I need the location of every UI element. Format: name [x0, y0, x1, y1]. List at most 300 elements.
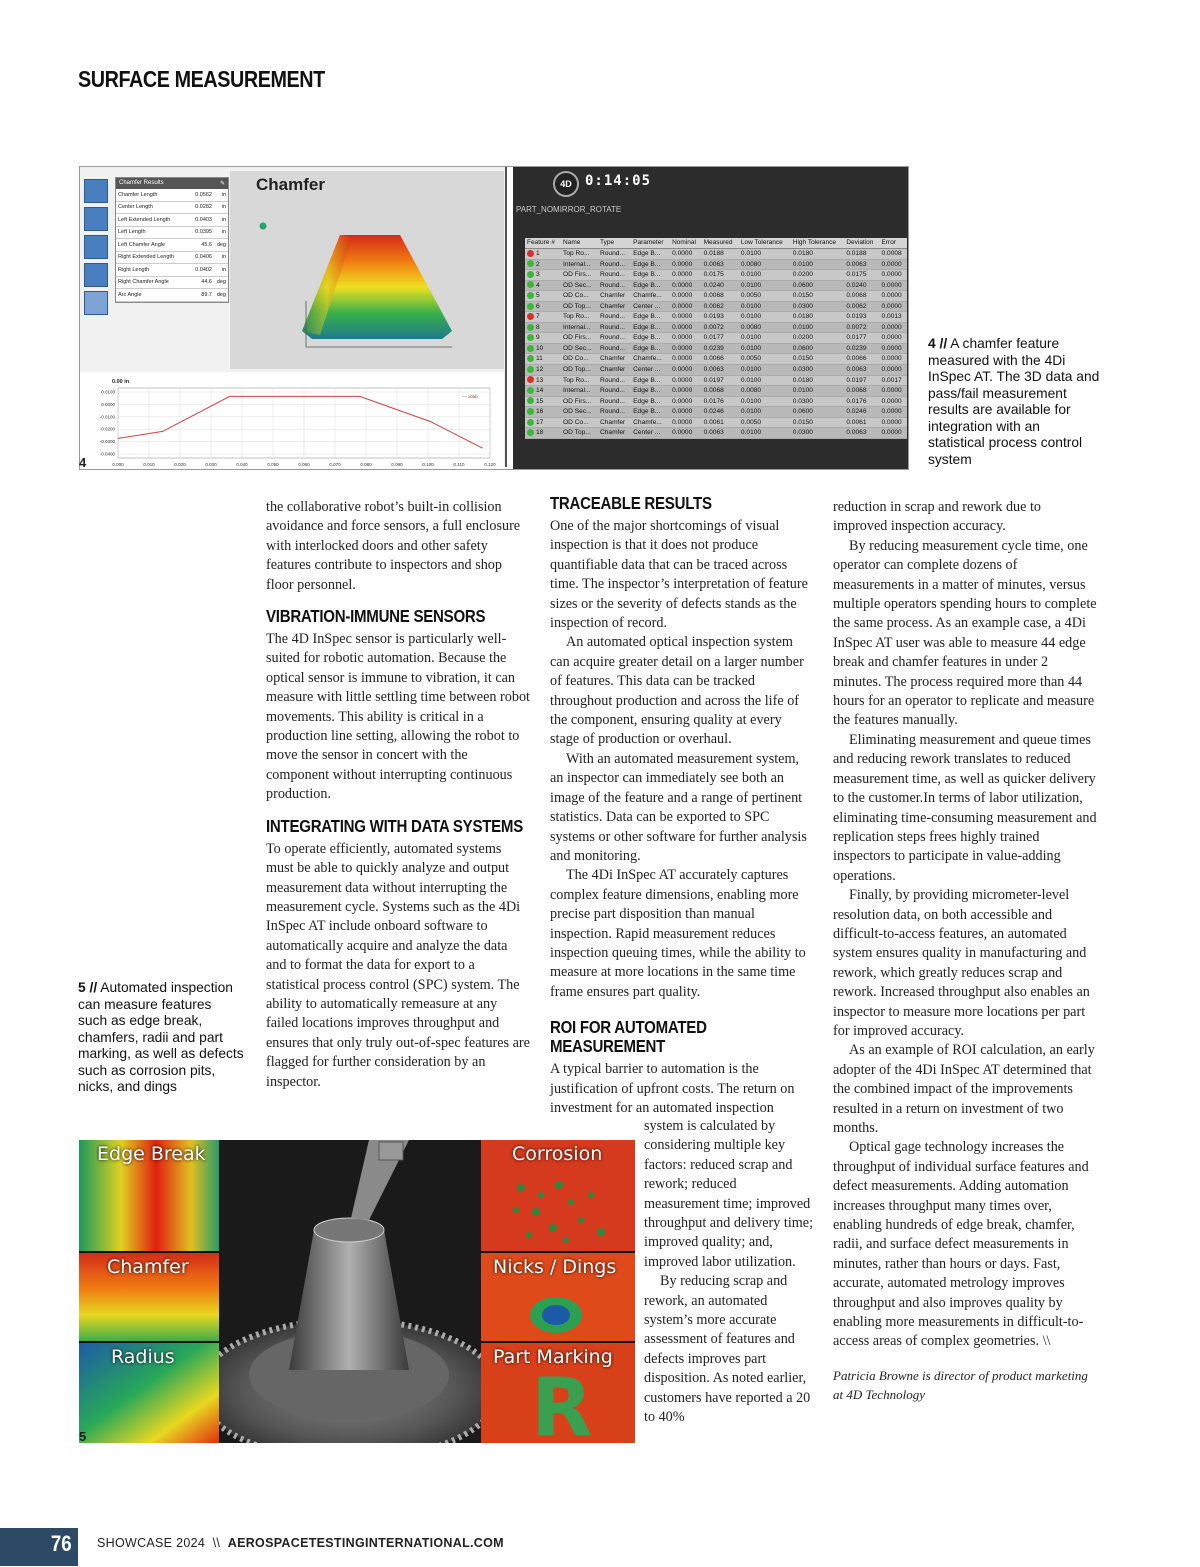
cell-low: 0.0100	[739, 375, 791, 386]
cell-type: Round...	[598, 270, 631, 281]
cell-measured: 0.0068	[702, 386, 739, 397]
3d-viewport[interactable]	[230, 171, 504, 369]
caption-4-num: 4 //	[928, 336, 948, 351]
col2-paragraph-5b: system is calculated by considering multiple key factors: reduced scrap and rework; reduced measurement time; improved throughput and delivery time; improved quality; and, improved labor utilization.	[644, 1118, 814, 1270]
cell-type: Round...	[598, 322, 631, 333]
feature-id: 11	[536, 355, 543, 363]
feature-id: 14	[536, 387, 544, 395]
cross-tool-icon[interactable]	[84, 263, 108, 287]
cell-name: Internal...	[561, 259, 598, 270]
cell-type: Round...	[598, 280, 631, 291]
measurement-table	[525, 238, 907, 439]
surface-tool-icon[interactable]	[84, 235, 108, 259]
feature-id-cell	[525, 428, 561, 439]
column-header[interactable]: Nominal	[670, 238, 702, 249]
y-tick-label: -0.0100	[99, 414, 115, 420]
cell-type: Chamfer	[598, 354, 631, 365]
cell-type: Chamfer	[598, 291, 631, 302]
results-title: Chamfer Results	[119, 180, 164, 186]
cell-err: 0.0000	[880, 365, 907, 376]
pass-status-icon	[527, 324, 534, 331]
cell-measured: 0.0197	[702, 375, 739, 386]
cell-err: 0.0000	[880, 343, 907, 354]
cell-name: OD Firs...	[561, 270, 598, 281]
figure-4-caption	[928, 336, 1100, 468]
4d-logo-icon: 4D	[553, 171, 579, 197]
results-row	[116, 214, 228, 227]
results-unit: in	[221, 191, 226, 198]
cell-type: Round...	[598, 396, 631, 407]
results-value: 0.0403	[195, 216, 212, 223]
figure-4-number: 4	[79, 455, 87, 470]
section-header: SURFACE MEASUREMENT	[78, 66, 325, 92]
inspec-results-pane	[513, 167, 908, 469]
results-row	[116, 289, 228, 302]
chamfer-results-panel	[115, 177, 229, 303]
cell-param: Center ...	[631, 365, 670, 376]
column-header[interactable]: High Tolerance	[791, 238, 845, 249]
column-header[interactable]: Measured	[702, 238, 739, 249]
pass-status-icon	[527, 260, 534, 267]
cell-high: 0.0300	[791, 365, 845, 376]
fail-status-icon	[527, 250, 534, 257]
elapsed-clock: 0:14:05	[585, 173, 652, 189]
table-row[interactable]	[525, 280, 907, 291]
heading-traceable: TRACEABLE RESULTS	[550, 493, 712, 513]
cell-high: 0.0600	[791, 343, 845, 354]
feature-id-cell	[525, 354, 561, 365]
cell-low: 0.0100	[739, 365, 791, 376]
profile-chart	[80, 372, 504, 467]
cell-type: Round...	[598, 259, 631, 270]
cell-nominal: 0.0000	[670, 322, 702, 333]
footer-separator: \\	[212, 1536, 221, 1550]
col2-paragraph-6: By reducing scrap and rework, an automated system’s more accurate assessment of features and defects improves part disposition. As noted earlier, customers have reported a 20 to 40%	[644, 1273, 811, 1426]
cell-measured: 0.0063	[702, 365, 739, 376]
fail-status-icon	[527, 313, 534, 320]
feature-id: 6	[536, 302, 540, 310]
viewport-title: Chamfer	[256, 175, 325, 194]
cell-low: 0.0080	[739, 259, 791, 270]
defect-scan-tiles-right	[481, 1140, 635, 1443]
cell-nominal: 0.0000	[670, 354, 702, 365]
table-row[interactable]	[525, 386, 907, 397]
pass-status-icon	[527, 271, 534, 278]
cell-param: Center ...	[631, 301, 670, 312]
y-tick-label: -0.0400	[99, 451, 115, 457]
cell-measured: 0.0176	[702, 396, 739, 407]
feature-id: 2	[536, 260, 540, 268]
caption-5-text: Automated inspection can measure features such as edge break, chamfers, radii and part marking, as well as defects such as corrosion pits, nicks, and dings	[78, 980, 244, 1094]
cell-nominal: 0.0000	[670, 386, 702, 397]
cell-name: OD Co...	[561, 417, 598, 428]
cell-nominal: 0.0000	[670, 259, 702, 270]
results-value: 0.0395	[195, 229, 212, 236]
grid-tool-icon[interactable]	[84, 179, 108, 203]
cell-nominal: 0.0000	[670, 428, 702, 439]
column-header[interactable]: Type	[598, 238, 631, 249]
x-tick-label: 0.110	[453, 462, 465, 467]
cell-measured: 0.0193	[702, 312, 739, 323]
x-tick-label: 0.000	[112, 462, 124, 467]
cell-low: 0.0050	[739, 354, 791, 365]
column-3	[833, 498, 1097, 1404]
feature-id: 4	[536, 281, 540, 289]
cell-low: 0.0080	[739, 322, 791, 333]
profile-chart-panel	[80, 372, 504, 467]
feature-id-cell	[525, 375, 561, 386]
figure-4	[79, 166, 909, 470]
y-tick-label: 0.0100	[101, 389, 115, 395]
figure-5	[79, 1140, 635, 1443]
feature-id-cell	[525, 365, 561, 376]
cell-type: Chamfer	[598, 365, 631, 376]
col2-paragraph-2: An automated optical inspection system can acquire greater detail on a larger number of features. This data can be tracked throughout production and across the life of the component, ensuring quality at every stage of production or overhaul.	[550, 634, 804, 748]
cell-nominal: 0.0000	[670, 407, 702, 418]
results-value: 0.0562	[195, 191, 212, 198]
feature-id-cell	[525, 280, 561, 291]
table-row[interactable]	[525, 428, 907, 439]
x-tick-label: 0.080	[360, 462, 372, 467]
cell-low: 0.0100	[739, 312, 791, 323]
feature-id: 7	[536, 313, 540, 321]
cell-low: 0.0100	[739, 428, 791, 439]
cell-param: Center ...	[631, 428, 670, 439]
table-row[interactable]	[525, 407, 907, 418]
pass-status-icon	[527, 429, 534, 436]
results-value: 44.6	[201, 279, 212, 286]
cell-dev: 0.0193	[844, 312, 879, 323]
cell-measured: 0.0061	[702, 417, 739, 428]
column-1	[266, 498, 530, 1092]
table-row[interactable]	[525, 354, 907, 365]
cell-nominal: 0.0000	[670, 312, 702, 323]
cell-high: 0.0100	[791, 386, 845, 397]
cell-name: OD Top...	[561, 365, 598, 376]
feature-id: 12	[536, 366, 544, 374]
cell-err: 0.0000	[880, 301, 907, 312]
feature-id-cell	[525, 270, 561, 281]
cell-name: Top Ro...	[561, 375, 598, 386]
cell-err: 0.0000	[880, 333, 907, 344]
results-name: Chamfer Length	[118, 191, 158, 198]
layout-tool-icon[interactable]	[84, 207, 108, 231]
cell-dev: 0.0062	[844, 301, 879, 312]
cell-nominal: 0.0000	[670, 333, 702, 344]
cell-param: Edge B...	[631, 259, 670, 270]
footer-issue: SHOWCASE 2024	[97, 1536, 206, 1550]
y-tick-label: -0.0200	[99, 426, 115, 432]
feature-id-cell	[525, 386, 561, 397]
cell-param: Edge B...	[631, 396, 670, 407]
cell-nominal: 0.0000	[670, 343, 702, 354]
feature-id-cell	[525, 333, 561, 344]
feature-id-cell	[525, 249, 561, 260]
figure-5-number: 5	[79, 1429, 87, 1444]
cell-measured: 0.0062	[702, 301, 739, 312]
cell-param: Edge B...	[631, 280, 670, 291]
compressor-part-photo	[219, 1140, 481, 1443]
table-row[interactable]	[525, 365, 907, 376]
cell-dev: 0.0188	[844, 249, 879, 260]
label-radius: Radius	[111, 1346, 175, 1368]
column-header[interactable]: Error	[880, 238, 907, 249]
results-unit: deg	[216, 291, 226, 298]
cell-name: Top Ro...	[561, 249, 598, 260]
cell-high: 0.0150	[791, 417, 845, 428]
heading-vibration: VIBRATION-IMMUNE SENSORS	[266, 606, 486, 627]
feature-id: 1	[536, 250, 540, 258]
table-row[interactable]	[525, 259, 907, 270]
feature-id-cell	[525, 301, 561, 312]
cell-dev: 0.0068	[844, 386, 879, 397]
chart-legend: — 10ab	[462, 394, 478, 399]
cell-measured: 0.0068	[702, 291, 739, 302]
table-row[interactable]	[525, 417, 907, 428]
x-tick-label: 0.020	[174, 462, 186, 467]
cell-high: 0.0180	[791, 375, 845, 386]
cell-measured: 0.0177	[702, 333, 739, 344]
cell-dev: 0.0246	[844, 407, 879, 418]
feature-id-cell	[525, 259, 561, 270]
cell-measured: 0.0175	[702, 270, 739, 281]
results-name: Center Length	[118, 204, 153, 211]
cell-param: Edge B...	[631, 249, 670, 260]
col1-paragraph-1: the collaborative robot’s built-in collision avoidance and force sensors, a full enclosure with interlocked doors and other safety features contribute to inspectors and shop floor personnel.	[266, 499, 521, 593]
cell-name: OD Co...	[561, 291, 598, 302]
cell-nominal: 0.0000	[670, 417, 702, 428]
heading-roi: ROI FOR AUTOMATED MEASUREMENT	[550, 1017, 707, 1057]
pass-status-icon	[527, 355, 534, 362]
results-value: 0.0402	[195, 266, 212, 273]
results-unit: deg	[216, 279, 226, 286]
table-row[interactable]	[525, 291, 907, 302]
feature-id: 18	[536, 429, 544, 437]
cell-param: Edge B...	[631, 343, 670, 354]
pass-status-icon	[527, 303, 534, 310]
column-header[interactable]: Deviation	[844, 238, 879, 249]
feature-id-cell	[525, 417, 561, 428]
cell-type: Chamfer	[598, 417, 631, 428]
table-row[interactable]	[525, 301, 907, 312]
col1-paragraph-3: To operate efficiently, automated systems must be able to quickly analyze and output measurement data without interrupting the measurement cycle. Systems such as the 4Di InSpec AT include onboard software to automatically acquire and analyze the data and to format the data for export to a statistical process control (SPC) system. The ability to automatically remeasure at any failed locations improves throughput and ensures that only truly out-of-spec features are flagged for further consideration by an inspector.	[266, 840, 530, 1090]
feature-id: 17	[536, 418, 544, 426]
table-row[interactable]	[525, 249, 907, 260]
cell-dev: 0.0239	[844, 343, 879, 354]
column-header[interactable]: Name	[561, 238, 598, 249]
cell-err: 0.0000	[880, 270, 907, 281]
table-row[interactable]	[525, 375, 907, 386]
cell-high: 0.0300	[791, 396, 845, 407]
cell-low: 0.0100	[739, 249, 791, 260]
cell-measured: 0.0246	[702, 407, 739, 418]
col3-paragraph-6: Optical gage technology increases the throughput of individual surface features and defect measurements. Adding automation increases throughput many times over, enabling hundreds of edge break, chamfer, radii, and surface defect measurements in minutes, rather than hours or days. Fast, accurate, automated metrology improves throughput and also improves quality by enabling more measurements in difficult-to-access areas of complex geometries. \\	[833, 1139, 1089, 1350]
feature-id-cell	[525, 407, 561, 418]
cell-name: OD Co...	[561, 354, 598, 365]
column-header[interactable]: Low Tolerance	[739, 238, 791, 249]
fail-status-icon	[527, 376, 534, 383]
cell-low: 0.0100	[739, 333, 791, 344]
label-nicks-dings: Nicks / Dings	[493, 1256, 617, 1278]
feature-id-cell	[525, 396, 561, 407]
results-unit: deg	[216, 241, 226, 248]
cell-err: 0.0013	[880, 312, 907, 323]
cell-low: 0.0050	[739, 291, 791, 302]
results-name: Left Extended Length	[118, 216, 171, 223]
footer-site-link[interactable]: AEROSPACETESTINGINTERNATIONAL.COM	[227, 1536, 504, 1550]
column-header[interactable]: Feature #	[525, 238, 561, 249]
cell-name: OD Firs...	[561, 396, 598, 407]
pass-status-icon	[527, 408, 534, 415]
figure-5-caption	[78, 980, 244, 1096]
table-row[interactable]	[525, 322, 907, 333]
table-row[interactable]	[525, 396, 907, 407]
col1-paragraph-2: The 4D InSpec sensor is particularly well-suited for robotic automation. Because the optical sensor is immune to vibration, it can measure with little settling time between robot movements. This ability is critical in a production line setting, allowing the robot to move the sensor in concert with the component without interrupting continuous production.	[266, 631, 530, 803]
pass-status-icon	[527, 397, 534, 404]
tool-column	[84, 179, 112, 319]
edit-icon[interactable]: ✎	[219, 181, 225, 187]
results-row	[116, 252, 228, 265]
feature-id: 13	[536, 376, 544, 384]
cell-name: Top Ro...	[561, 312, 598, 323]
results-value: 0.0282	[195, 204, 212, 211]
cell-high: 0.0600	[791, 407, 845, 418]
results-name: Left Length	[118, 229, 146, 236]
x-tick-label: 0.060	[298, 462, 310, 467]
label-part-marking: Part Marking	[493, 1346, 613, 1368]
cell-param: Edge B...	[631, 322, 670, 333]
pass-status-icon	[527, 366, 534, 373]
feature-id: 3	[536, 271, 540, 279]
feature-id-cell	[525, 291, 561, 302]
cell-err: 0.0000	[880, 396, 907, 407]
results-name: Left Chamfer Angle	[118, 241, 166, 248]
cell-err: 0.0008	[880, 249, 907, 260]
results-row	[116, 264, 228, 277]
feature-scan-tiles-left	[79, 1140, 219, 1443]
cell-nominal: 0.0000	[670, 291, 702, 302]
cell-param: Chamfe...	[631, 417, 670, 428]
pass-status-icon	[527, 419, 534, 426]
cell-type: Round...	[598, 249, 631, 260]
cell-type: Round...	[598, 375, 631, 386]
cell-high: 0.0100	[791, 259, 845, 270]
results-unit: in	[221, 266, 226, 273]
results-row	[116, 227, 228, 240]
table-row[interactable]	[525, 343, 907, 354]
cell-high: 0.0300	[791, 428, 845, 439]
feature-id-cell	[525, 343, 561, 354]
feature-id-cell	[525, 322, 561, 333]
chamfer-app-pane	[80, 167, 507, 467]
table-row[interactable]	[525, 312, 907, 323]
cell-param: Chamfe...	[631, 354, 670, 365]
table-row[interactable]	[525, 333, 907, 344]
cell-measured: 0.0066	[702, 354, 739, 365]
chart-title: 0.00 in	[112, 379, 130, 385]
cell-dev: 0.0061	[844, 417, 879, 428]
table-row[interactable]	[525, 270, 907, 281]
pass-status-icon	[527, 292, 534, 299]
cell-type: Chamfer	[598, 301, 631, 312]
pass-status-icon	[527, 334, 534, 341]
cell-err: 0.0000	[880, 280, 907, 291]
cell-err: 0.0000	[880, 386, 907, 397]
feature-id: 5	[536, 292, 540, 300]
cell-high: 0.0150	[791, 291, 845, 302]
feature-id: 9	[536, 334, 540, 342]
label-chamfer: Chamfer	[107, 1256, 189, 1278]
cell-high: 0.0600	[791, 280, 845, 291]
pass-status-icon	[527, 387, 534, 394]
cell-low: 0.0100	[739, 396, 791, 407]
x-tick-label: 0.030	[205, 462, 217, 467]
feature-id: 10	[536, 344, 544, 352]
cell-measured: 0.0063	[702, 428, 739, 439]
cell-name: Internal...	[561, 322, 598, 333]
cell-measured: 0.0063	[702, 259, 739, 270]
caption-4-text: A chamfer feature measured with the 4Di InSpec AT. The 3D data and pass/fail measurement results are available for integration with an statistical process control system	[928, 336, 1100, 467]
cell-nominal: 0.0000	[670, 375, 702, 386]
cell-err: 0.0000	[880, 417, 907, 428]
cell-low: 0.0100	[739, 270, 791, 281]
col3-paragraph-3: Eliminating measurement and queue times and reducing rework translates to reduced measurement time, as well as quicker delivery to the customer.In terms of labor utilization, eliminating time-consuming measurement and replication steps frees highly trained inspectors to participate in value-adding operations.	[833, 731, 1097, 884]
cell-type: Round...	[598, 386, 631, 397]
cell-name: OD Sec...	[561, 280, 598, 291]
y-tick-label: -0.0300	[99, 439, 115, 445]
cell-param: Edge B...	[631, 375, 670, 386]
cell-param: Edge B...	[631, 407, 670, 418]
cell-dev: 0.0175	[844, 270, 879, 281]
y-tick-label: 0.0000	[101, 401, 115, 407]
cell-name: OD Top...	[561, 301, 598, 312]
cell-err: 0.0000	[880, 259, 907, 270]
column-2	[550, 494, 814, 1118]
cell-nominal: 0.0000	[670, 396, 702, 407]
cell-err: 0.0000	[880, 354, 907, 365]
feature-id: 15	[536, 397, 544, 405]
cell-low: 0.0100	[739, 301, 791, 312]
cell-measured: 0.0188	[702, 249, 739, 260]
results-unit: in	[221, 254, 226, 261]
col2-paragraph-4: The 4Di InSpec AT accurately captures complex feature dimensions, enabling more precise part disposition than manual inspection. Rapid measurement reduces inspection queuing times, while the ability to measure at more locations in the same time frame ensures part quality.	[550, 867, 806, 1000]
page-number-block	[0, 1528, 78, 1566]
cell-high: 0.0180	[791, 249, 845, 260]
x-tick-label: 0.040	[236, 462, 248, 467]
cell-dev: 0.0197	[844, 375, 879, 386]
cell-type: Round...	[598, 333, 631, 344]
col2-paragraph-1: One of the major shortcomings of visual inspection is that it does not produce quantifiable data that can be traced across time. The inspector’s interpretation of feature sizes or the severity of defects stands as the inspection of record.	[550, 518, 808, 632]
cell-dev: 0.0063	[844, 428, 879, 439]
caption-5-num: 5 //	[78, 980, 98, 995]
cell-dev: 0.0176	[844, 396, 879, 407]
column-header[interactable]: Parameter	[631, 238, 670, 249]
cell-nominal: 0.0000	[670, 270, 702, 281]
cell-low: 0.0100	[739, 280, 791, 291]
cell-param: Edge B...	[631, 270, 670, 281]
pen-tool-icon[interactable]	[84, 291, 108, 315]
cell-dev: 0.0240	[844, 280, 879, 291]
results-unit: in	[221, 204, 226, 211]
cell-param: Edge B...	[631, 312, 670, 323]
col3-paragraph-1: reduction in scrap and rework due to improved inspection accuracy.	[833, 499, 1042, 535]
cell-err: 0.0000	[880, 291, 907, 302]
chamfer-3d-surface	[230, 171, 504, 369]
cell-nominal: 0.0000	[670, 301, 702, 312]
cell-param: Chamfe...	[631, 291, 670, 302]
cell-high: 0.0300	[791, 301, 845, 312]
cell-dev: 0.0063	[844, 365, 879, 376]
